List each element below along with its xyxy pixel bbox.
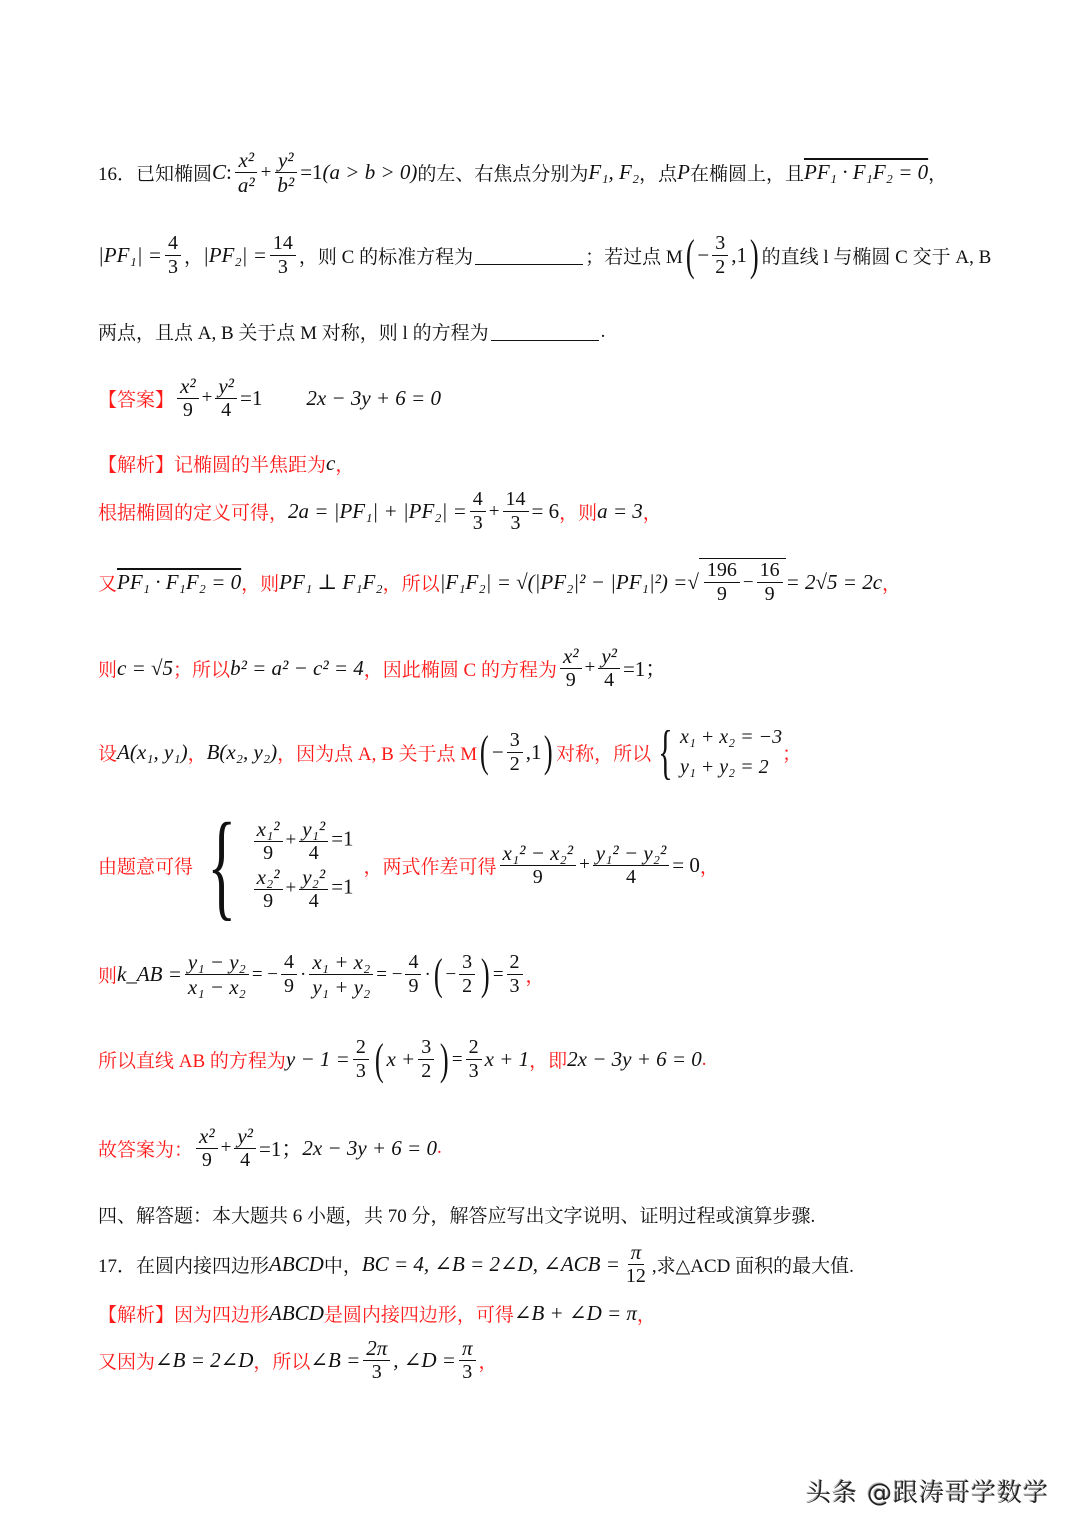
analysis-line-3: 又 PF₁ · F₁F₂ = 0 ，则 PF₁ ⊥ F₁F₂ ，所以 |F₁F₂| = √(|PF₂|² − |PF₁|²) = √ $\frac{196}{9}$ − $\frac{16}{9}$ = 2√5 = 2c ，	[98, 559, 902, 605]
fraction: $\frac{\text{x²}}{9}$	[177, 374, 199, 422]
analysis-line-5: 设 A(x₁, y₁) ， B(x₂, y₂) ，因为点 A, B 关于点 M ( − $\frac{3}{2}$ ,1 ) 对称，所以 { x₁ + x₂ = −3 y₁ + y₂ = 2 ；	[98, 719, 802, 785]
q16-line-3: 两点，且点 A, B 关于点 M 对称，则 l 的方程为 .	[98, 320, 606, 344]
vector-dot-equation: PF₁ · F₁F₂ = 0	[804, 160, 929, 185]
answer-blank-1	[475, 246, 583, 265]
answer-blank-2	[491, 322, 599, 341]
analysis-line-4: 则 c = √5 ；所以 b² = a² − c² = 4 ，因此椭圆 C 的方程为 $\frac{\text{x²}}{9}$ + $\frac{\text{y²}}{4}$ =1；	[98, 644, 667, 692]
section-4-heading: 四、解答题：本大题共 6 小题，共 70 分，解答应写出文字说明、证明过程或演算步骤.	[98, 1206, 816, 1227]
analysis-line-1: 【解析】 记椭圆的半焦距为 c ，	[98, 451, 355, 476]
analysis-line-9: 故答案为： $\frac{\text{x²}}{9}$ + $\frac{\text{y²}}{4}$ =1； 2x − 3y + 6 = 0 .	[98, 1124, 442, 1172]
fraction: $\frac{\text{x²}}{\text{a²}}$	[235, 148, 258, 197]
analysis-line-8: 所以直线 AB 的方程为 y − 1 = $\frac{2}{3}$ ( x + $\frac{3}{2}$ ) = $\frac{2}{3}$ x + 1 ，即 2x − 3y + 6 = 0 .	[98, 1034, 707, 1084]
answer-label: 【答案】	[98, 389, 175, 411]
analysis17-line-2: 又因为 ∠B = 2∠D ，所以 ∠B = $\frac{2\pi}{3}$ , ∠D = $\frac{\pi}{3}$ ，	[98, 1336, 498, 1384]
q16-line-1: 16．已知椭圆 C : $\frac{\text{x²}}{\text{a²}}$ + $\frac{\text{y²}}{\text{b²}}$ =1 (a > b > 0) 的左、右焦点分别为 F₁, F₂ ，点 P 在椭圆上，且 PF₁ · F₁F₂ = 0 ，	[98, 148, 948, 198]
foci: F₁, F₂	[588, 160, 640, 185]
analysis-line-2: 根据椭圆的定义可得， 2a = |PF₁| + |PF₂| = $\frac{4}{3}$ + $\frac{14}{3}$ = 6 ，则 a = 3 ，	[98, 488, 662, 534]
analysis-line-6: 由题意可得 { $\frac{\text{x₁²}}{9}$ + $\frac{\text{y₁²}}{4}$ =1 $\frac{\text{x₂²}}{9}$ + $\frac{\text{y₂²}}{4}$ =1 ，两式作差可得 $\frac{\text{x₁² − x₂²}}{9}$ + $\frac{\text{y₁² − y₂²}}{4}$ = 0 ，	[98, 798, 719, 931]
analysis-line-7: 则 k_AB = $\frac{\text{y₁ − y₂}}{\text{x₁ − x₂}}$ = − $\frac{4}{9}$ · $\frac{\text{x₁ + x₂}}{\text{y₁ + y₂}}$ = − $\frac{4}{9}$ · ( − $\frac{3}{2}$ ) = $\frac{2}{3}$ ，	[98, 949, 545, 1000]
q16-line-2: |PF₁| = $\frac{4}{3}$ ， |PF₂| = $\frac{14}{3}$ ，则 C 的标准方程为 ；若过点 M ( − $\frac{3}{2}$ ,1 ) 的直线 l 与椭圆 C 交于 A, B	[98, 230, 992, 280]
q16-text: 16．已知椭圆	[98, 164, 213, 186]
fraction: $\frac{4}{3}$	[165, 232, 181, 279]
answer-line-equation: 2x − 3y + 6 = 0	[306, 385, 441, 410]
ellipse-name: C	[212, 160, 227, 185]
fraction: $\frac{\text{y²}}{4}$	[215, 374, 237, 422]
fraction: $\frac{3}{2}$	[712, 232, 728, 279]
fraction: $\frac{14}{3}$	[270, 232, 296, 279]
analysis17-line-1: 【解析】 因为四边形 ABCD 是圆内接四边形，可得 ∠B + ∠D = π ，	[98, 1301, 656, 1326]
watermark: 头条 @跟涛哥学数学	[806, 1478, 1049, 1507]
answer-line: 【答案】 $\frac{\text{x²}}{9}$ + $\frac{\text{y²}}{4}$ =1 2x − 3y + 6 = 0	[98, 374, 441, 422]
condition: (a > b > 0)	[322, 160, 418, 185]
fraction: $\frac{\text{y²}}{\text{b²}}$	[274, 148, 297, 197]
q17-line: 17．在圆内接四边形 ABCD 中， BC = 4, ∠B = 2∠D, ∠ACB = $\frac{\pi}{12}$ ,求△ACD 面积的最大值.	[98, 1240, 854, 1288]
